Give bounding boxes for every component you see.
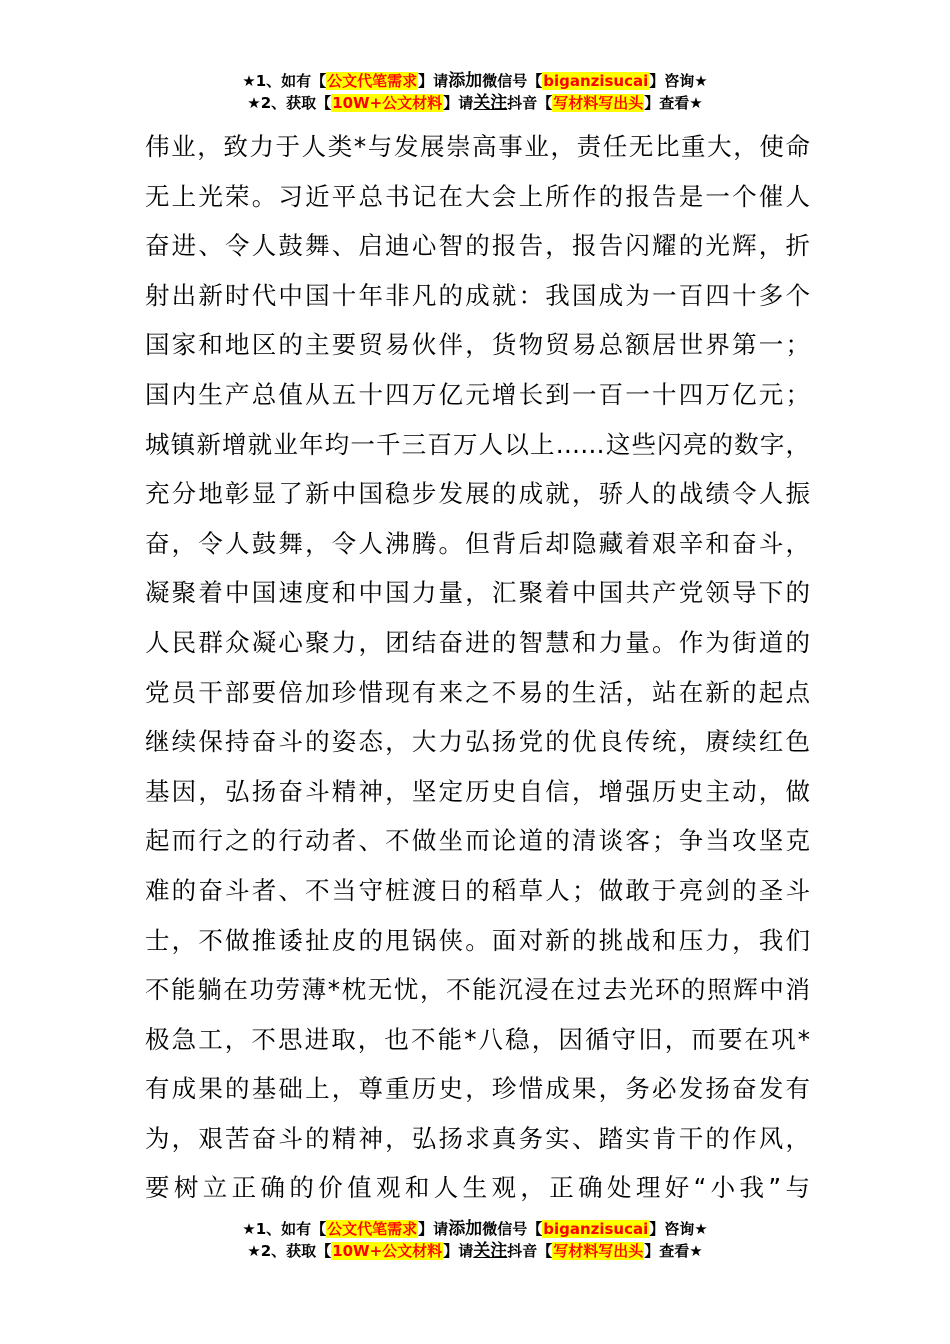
emphasis-text: 添加 <box>448 71 483 91</box>
banner-text: 抖音【 <box>507 94 553 112</box>
body-line: 要树立正确的价值观和人生观，正确处理好“小我”与 <box>145 1173 810 1203</box>
header-banner <box>0 70 950 114</box>
banner-text: 】请 <box>443 1242 474 1260</box>
banner-text: 】咨询★ <box>649 1220 708 1238</box>
highlight-text: 10W+公文材料 <box>332 94 443 112</box>
body-line: 射出新时代中国十年非凡的成就：我国成为一百四十多个 <box>145 280 810 310</box>
body-line: 人民群众凝心聚力，团结奋进的智慧和力量。作为街道的 <box>145 627 810 657</box>
banner-text: ★2、获取【 <box>247 1242 332 1260</box>
banner-text: 】请 <box>418 72 449 90</box>
body-line: 极急工，不思进取，也不能*八稳，因循守旧，而要在巩* <box>145 1024 810 1054</box>
body-line: 有成果的基础上，尊重历史，珍惜成果，务必发扬奋发有 <box>145 1074 810 1104</box>
document-body <box>145 122 810 1213</box>
banner-text: ★2、获取【 <box>247 94 332 112</box>
banner-text: 】咨询★ <box>649 72 708 90</box>
banner-text: 抖音【 <box>507 1242 553 1260</box>
body-line: 基因，弘扬奋斗精神，坚定历史自信，增强历史主动，做 <box>145 776 810 806</box>
body-line: 奋进、令人鼓舞、启迪心智的报告，报告闪耀的光辉，折 <box>145 231 810 261</box>
wechat-id: biganzisucai <box>543 72 649 90</box>
body-line: 不能躺在功劳薄*枕无忧，不能沉浸在过去光环的照辉中消 <box>145 975 810 1005</box>
body-line: 士，不做推诿扯皮的甩锅侠。面对新的挑战和压力，我们 <box>145 925 810 955</box>
banner-text: 】查看★ <box>644 1242 703 1260</box>
douyin-id: 写材料写出头 <box>553 94 644 112</box>
body-line: 国内生产总值从五十四万亿元增长到一百一十四万亿元； <box>145 379 810 409</box>
body-line: 难的奋斗者、不当守桩渡日的稻草人；做敢于亮剑的圣斗 <box>145 875 810 905</box>
highlight-text: 公文代笔需求 <box>327 72 418 90</box>
banner-text: ★1、如有【 <box>242 72 327 90</box>
banner-text: 微信号【 <box>482 1220 543 1238</box>
highlight-text: 公文代笔需求 <box>327 1220 418 1238</box>
banner-text: 】请 <box>418 1220 449 1238</box>
emphasis-text: 关注 <box>473 93 508 113</box>
body-line: 奋，令人鼓舞，令人沸腾。但背后却隐藏着艰辛和奋斗， <box>145 528 810 558</box>
body-line: 为，艰苦奋斗的精神，弘扬求真务实、踏实肯干的作风， <box>145 1123 810 1153</box>
banner-text: 】请 <box>443 94 474 112</box>
body-line: 无上光荣。习近平总书记在大会上所作的报告是一个催人 <box>145 181 810 211</box>
emphasis-text: 添加 <box>448 1219 483 1239</box>
banner-line-2 <box>0 1240 950 1262</box>
banner-line-1 <box>0 1218 950 1240</box>
highlight-text: 10W+公文材料 <box>332 1242 443 1260</box>
wechat-id: biganzisucai <box>543 1220 649 1238</box>
body-line: 充分地彰显了新中国稳步发展的成就，骄人的战绩令人振 <box>145 479 810 509</box>
body-line: 城镇新增就业年均一千三百万人以上……这些闪亮的数字， <box>145 429 810 459</box>
banner-text: 】查看★ <box>644 94 703 112</box>
body-line: 伟业，致力于人类*与发展崇高事业，责任无比重大，使命 <box>145 132 810 161</box>
body-line: 国家和地区的主要贸易伙伴，货物贸易总额居世界第一； <box>145 330 810 360</box>
banner-line-2 <box>0 92 950 114</box>
footer-banner <box>0 1218 950 1262</box>
body-line: 起而行之的行动者、不做坐而论道的清谈客；争当攻坚克 <box>145 826 810 856</box>
douyin-id: 写材料写出头 <box>553 1242 644 1260</box>
banner-text: ★1、如有【 <box>242 1220 327 1238</box>
body-line: 党员干部要倍加珍惜现有来之不易的生活，站在新的起点 <box>145 677 810 707</box>
banner-text: 微信号【 <box>482 72 543 90</box>
banner-line-1 <box>0 70 950 92</box>
body-line: 凝聚着中国速度和中国力量，汇聚着中国共产党领导下的 <box>145 578 810 608</box>
emphasis-text: 关注 <box>473 1241 508 1261</box>
body-line: 继续保持奋斗的姿态，大力弘扬党的优良传统，赓续红色 <box>145 727 810 757</box>
